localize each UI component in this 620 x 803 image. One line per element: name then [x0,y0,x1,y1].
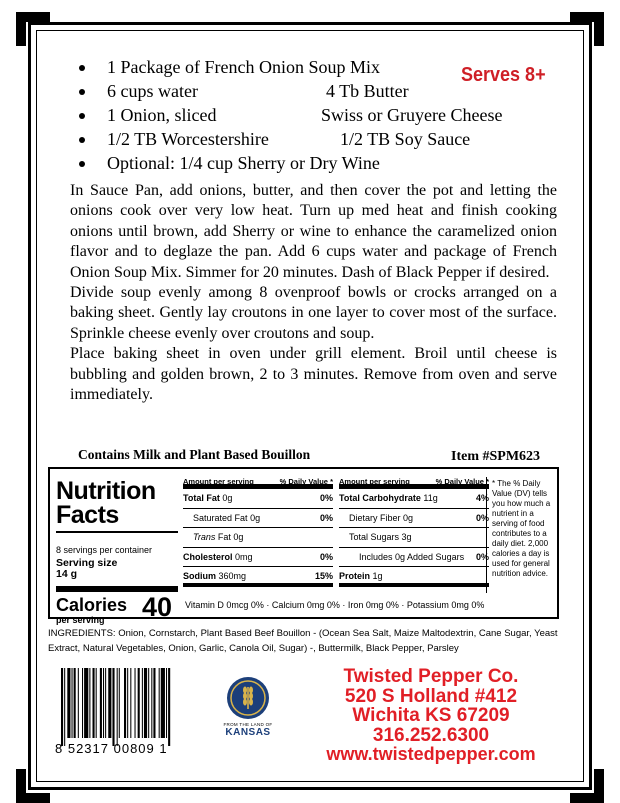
direction-paragraph: Divide soup evenly among 8 ovenproof bowls or crocks arranged on a baking sheet. Gently lay croutons in one layer to cover most of the surface. Sprinkle cheese evenly over croutons and soup. [70,284,557,342]
barcode-bar [89,668,90,738]
nutrient-name: Total Sugars [349,532,400,542]
barcode-bar [61,668,63,746]
nutrient-label [183,532,243,542]
corner-ornament [570,12,604,46]
nutrient-amount: 0g [250,512,261,523]
serving-size-label: Serving size [56,557,118,569]
wheat-seal-icon [226,676,270,720]
barcode-number: 8 52317 00809 1 [55,741,168,756]
company-address: 520 S Holland #412 [344,685,518,707]
bullet-icon [79,137,85,143]
barcode-bar [148,668,149,738]
vitamins-row: Vitamin D 0mcg 0% · Calcium 0mg 0% · Iron 0mg 0% · Potassium 0mg 0% [185,600,485,610]
barcode-bar [74,668,76,738]
nutrient-name: Dietary Fiber [349,512,401,523]
company-info [292,667,570,765]
nutrition-title-line: Nutrition [56,477,156,505]
bullet-icon [79,113,85,119]
nutrition-summary [56,479,178,626]
nutrient-name: Trans [193,532,216,542]
nutrient-name: Total Fat [183,493,220,503]
nutrient-label [339,552,464,562]
barcode-bar [138,668,140,738]
barcode-bar [105,668,106,738]
seal-name: KANSAS [225,727,271,738]
nutrient-column-right [339,477,489,587]
list-item [72,151,542,175]
serves-badge: Serves 8+ [461,64,546,86]
company-phone: 316.252.6300 [372,724,490,746]
ingredient-right: Swiss or Gruyere Cheese [321,105,503,125]
nutrient-row [339,548,489,568]
barcode-bar [124,668,126,738]
daily-value-note: * The % Daily Value (DV) tells you how much a nutrient in a serving of food contributes to a daily diet. 2,000 calories a day is used for general nutrition advice. [492,479,551,578]
nutrient-label [339,493,438,503]
nutrient-amount: 1g [372,571,383,581]
nutrient-name: Sodium [183,571,216,581]
nutrient-row [339,509,489,529]
list-item [72,103,542,127]
divider [486,477,487,593]
directions [70,181,557,405]
ingredients-statement: INGREDIENTS: Onion, Cornstarch, Plant Based Beef Bouillon - (Ocean Sea Salt, Maize Maltodextrin, Cane Sugar, Yeast Extract, Natural Vegetables, Onion, Garlic, Canola Oil, Sugar) -, Buttermilk, Black Pepper, Parsley [48,628,558,654]
nutrient-label [183,552,253,562]
corner-ornament [570,769,604,803]
barcode-bar [72,668,73,738]
nutrient-row [339,528,489,548]
barcode-bar [67,668,70,738]
nutrient-name: Cholesterol [183,551,233,562]
nutrient-amount: 11g [423,493,438,503]
nutrient-amount: Fat 0g [217,532,244,542]
ingredient-right: 4 Tb Butter [326,81,409,101]
nutrient-percent: 0% [475,551,489,562]
nutrient-amount: 0g [222,493,233,503]
barcode-bar [117,668,118,746]
bullet-icon [79,161,85,167]
nutrient-percent: 0% [319,512,333,523]
barcode-bar [100,668,102,738]
column-header [339,477,489,489]
nutrient-row [183,548,333,568]
nutrient-label [183,493,232,503]
nutrient-amount: 3g [401,532,412,542]
nutrient-name: Includes 0g Added Sugars [359,551,465,562]
ingredient-right: 1/2 TB Soy Sauce [340,129,471,149]
nutrient-amount: 0mg [235,551,253,562]
ingredient-left: 1 Onion, sliced [107,105,217,125]
nutrient-name: Protein [339,571,371,581]
nutrient-name: Saturated Fat [193,512,248,523]
nutrient-label [183,571,246,581]
direction-paragraph: In Sauce Pan, add onions, butter, and then cover the pot and letting the onions cook over very low heat. Turn up med heat and finish cooking onions until brown, add Sherry or wine to enhance the caramelized onion flavor and to deglaze the pan. Add 6 cups water and package of French Onion Soup Mix. Simmer for 20 minutes. Dash of Black Pepper if desired. [70,182,557,281]
nutrient-percent: 15% [314,571,333,581]
barcode-bar [119,668,120,738]
barcode-bar [84,668,88,738]
barcode-bar [108,668,111,738]
barcode-bar [112,668,114,746]
seal-caption: FROM THE LAND OF [223,722,273,727]
nutrient-label [339,532,412,542]
nutrient-amount: 360mg [218,571,247,581]
nutrition-facts-panel [48,467,559,625]
nutrient-row [183,528,333,548]
company-city: Wichita KS 67209 [352,705,510,726]
barcode-bar [82,668,83,738]
corner-ornament [16,769,50,803]
dv-header: % Daily Value * [435,477,489,486]
calories-value: 40 [141,592,172,622]
ingredient-left: 6 cups water [107,81,198,101]
kansas-seal [215,676,281,738]
nutrient-percent: 0% [475,512,489,523]
column-header [183,477,333,489]
servings-per-container: 8 servings per container [56,545,153,555]
barcode-bar [78,668,79,738]
calories-row [56,592,178,626]
amount-header: Amount per serving [339,477,410,486]
nutrient-row [339,489,489,509]
barcode-bar [168,668,170,746]
barcode-bar [64,668,65,746]
serving-size-value: 14 g [56,568,78,580]
bullet-icon [79,89,85,95]
serving-size [56,558,178,580]
list-item [72,127,542,151]
barcode-bar [166,668,167,738]
bullet-icon [79,65,85,71]
nutrient-percent: 0% [319,551,333,562]
nutrient-name: Total Carbohydrate [339,493,421,503]
barcode-bar [93,668,95,738]
direction-paragraph: Place baking sheet in oven under grill element. Broil until cheese is bubbling and golden brown, 2 to 3 minutes. Remove from oven and serve immediately. [70,345,557,404]
nutrient-label [339,571,383,581]
barcode-bar [135,668,136,738]
ingredient-left: 1/2 TB Worcestershire [107,129,269,149]
allergen-statement: Contains Milk and Plant Based Bouillon [78,447,311,462]
barcode-bar [96,668,97,738]
ingredient-left: Optional: 1/4 cup Sherry or Dry Wine [107,153,380,173]
barcode-bar [144,668,147,738]
ingredient-left: 1 Package of French Onion Soup Mix [107,57,380,77]
nutrient-percent: 4% [475,493,489,503]
nutrient-amount: 0g [403,512,414,523]
barcode-bar [161,668,165,738]
barcode-bar [103,668,104,738]
nutrient-percent: 0% [319,493,333,503]
nutrient-column-left [183,477,333,587]
barcode-bar [151,668,152,738]
nutrition-title [56,479,178,527]
calories-label: Calories [56,595,128,615]
barcode-bar [130,668,131,738]
nutrient-label [339,513,413,523]
company-name: Twisted Pepper Co. [343,666,519,687]
corner-ornament [16,12,50,46]
nutrient-row [339,567,489,587]
item-number: Item #SPM623 [451,449,541,464]
barcode-bar [142,668,143,738]
amount-header: Amount per serving [183,477,254,486]
company-website[interactable]: www.twistedpepper.com [326,744,536,764]
divider [56,531,178,533]
nutrition-title-line: Facts [56,501,119,529]
nutrient-row [183,509,333,529]
nutrient-row [183,567,333,587]
barcode-bar [159,668,160,738]
dv-header: % Daily Value * [279,477,333,486]
calories-sub: per serving [56,615,105,625]
nutrient-row [183,489,333,509]
barcode-bar [153,668,155,738]
nutrient-label [183,513,260,523]
barcode-bar [127,668,128,738]
